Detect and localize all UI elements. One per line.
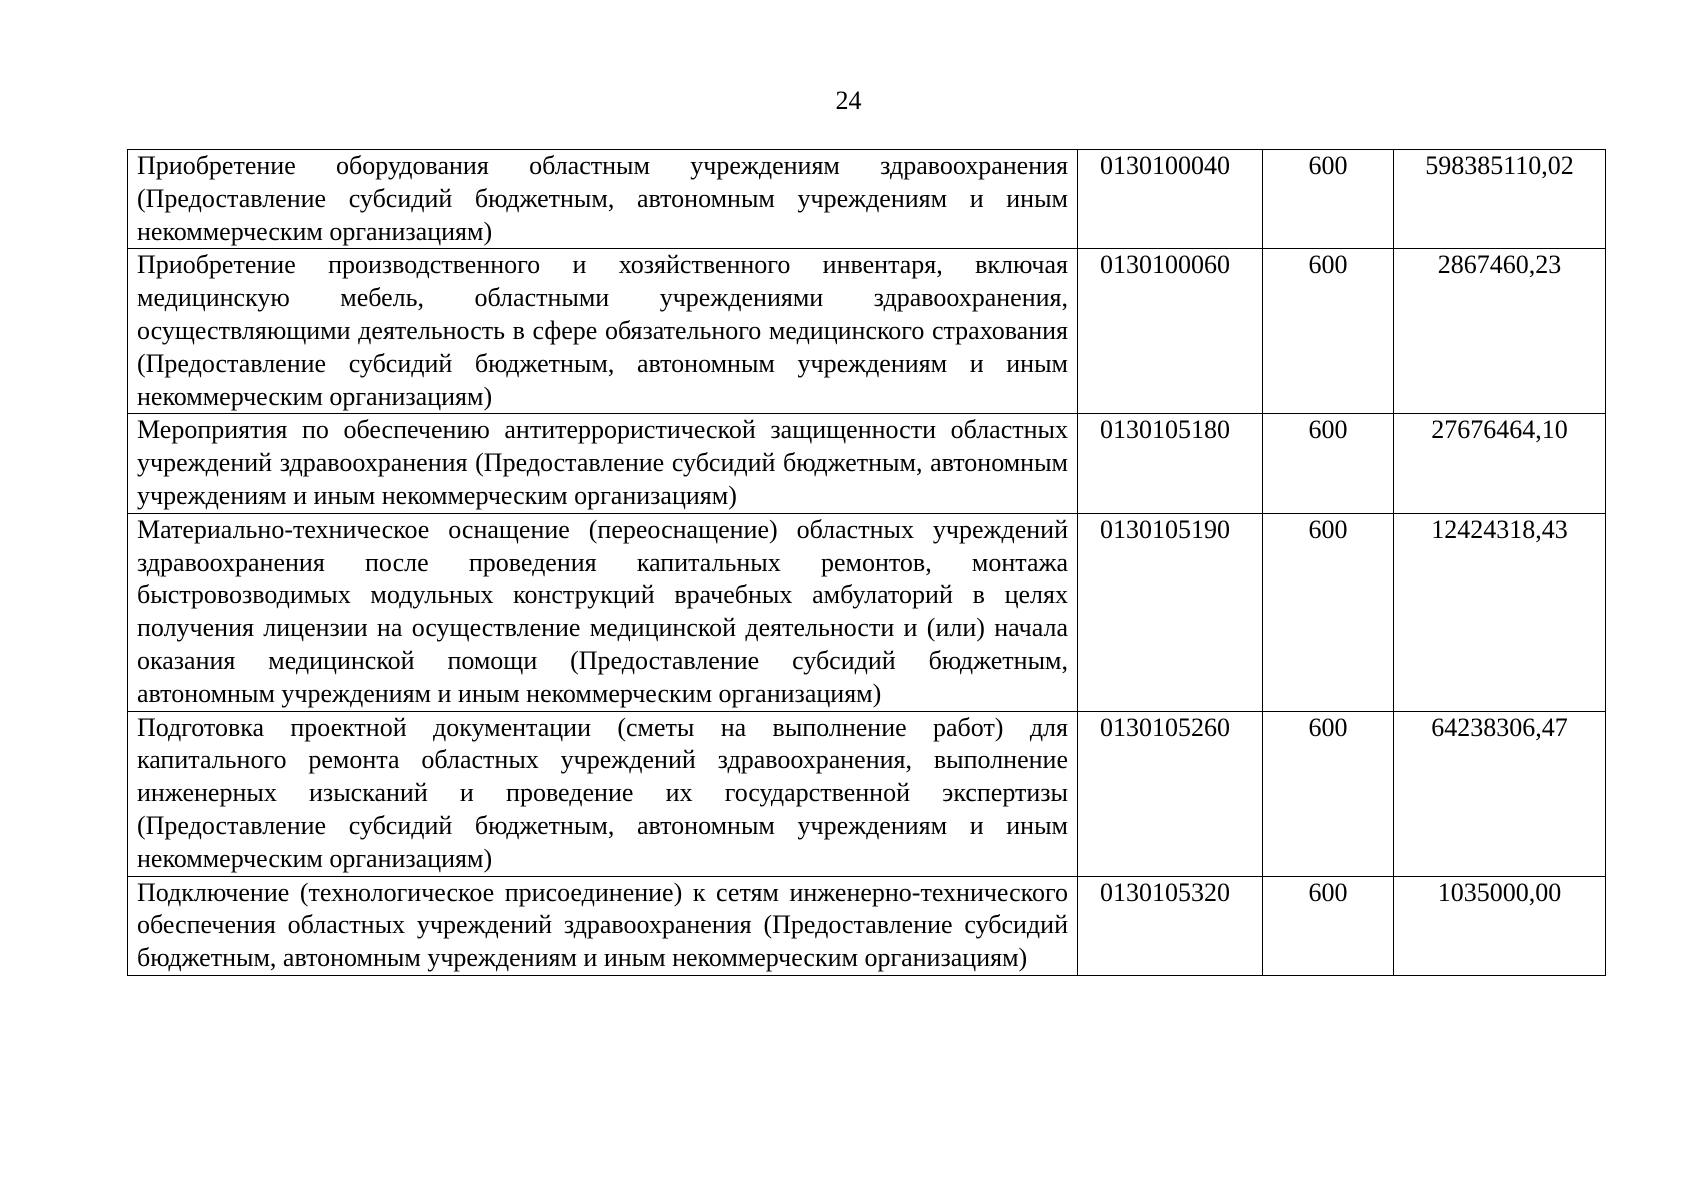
expense-name-cell: Приобретение производственного и хозяйственного инвентаря, включая медицинскую мебель, областными учреждениями здравоохранения, осуществляющими деятельность в сфере обязательного медицинского страхования (Предоставление субсидий бюджетным, автономным учреждениям и иным некоммерческим организациям) [128,249,1078,414]
amount-cell: 1035000,00 [1394,876,1606,975]
expense-name-cell: Материально-техническое оснащение (переоснащение) областных учреждений здравоохранения после проведения капитальных ремонтов, монтажа быстровозводимых модульных конструкций врачебных амбулаторий в целях получения лицензии на осуществление медицинской деятельности и (или) начала оказания медицинской помощи (Предоставление субсидий бюджетным, автономным учреждениям и иным некоммерческим организациям) [128,513,1078,711]
expense-type-cell: 600 [1263,150,1394,249]
table-row [128,711,1606,876]
expense-type-cell: 600 [1263,711,1394,876]
table-row [128,249,1606,414]
expense-name-cell: Подготовка проектной документации (сметы на выполнение работ) для капитального ремонта областных учреждений здравоохранения, выполнение инженерных изысканий и проведение их государственной экспертизы (Предоставление субсидий бюджетным, автономным учреждениям и иным некоммерческим организациям) [128,711,1078,876]
target-article-code-cell: 0130100040 [1078,150,1263,249]
amount-cell: 64238306,47 [1394,711,1606,876]
table-row [128,150,1606,249]
expense-type-cell: 600 [1263,249,1394,414]
expense-type-cell: 600 [1263,876,1394,975]
target-article-code-cell: 0130105320 [1078,876,1263,975]
amount-cell: 598385110,02 [1394,150,1606,249]
table-row [128,876,1606,975]
expense-name-cell: Мероприятия по обеспечению антитеррористической защищенности областных учреждений здравоохранения (Предоставление субсидий бюджетным, автономным учреждениям и иным некоммерческим организациям) [128,414,1078,513]
table-row [128,513,1606,711]
amount-cell: 2867460,23 [1394,249,1606,414]
target-article-code-cell: 0130105180 [1078,414,1263,513]
target-article-code-cell: 0130105190 [1078,513,1263,711]
expense-name-cell: Подключение (технологическое присоединение) к сетям инженерно-технического обеспечения областных учреждений здравоохранения (Предоставление субсидий бюджетным, автономным учреждениям и иным некоммерческим организациям) [128,876,1078,975]
expense-type-cell: 600 [1263,513,1394,711]
budget-table [127,149,1606,976]
amount-cell: 27676464,10 [1394,414,1606,513]
expense-name-cell: Приобретение оборудования областным учреждениям здравоохранения (Предоставление субсидий бюджетным, автономным учреждениям и иным некоммерческим организациям) [128,150,1078,249]
target-article-code-cell: 0130105260 [1078,711,1263,876]
table-row [128,414,1606,513]
target-article-code-cell: 0130100060 [1078,249,1263,414]
amount-cell: 12424318,43 [1394,513,1606,711]
expense-type-cell: 600 [1263,414,1394,513]
page-number: 24 [835,86,862,115]
